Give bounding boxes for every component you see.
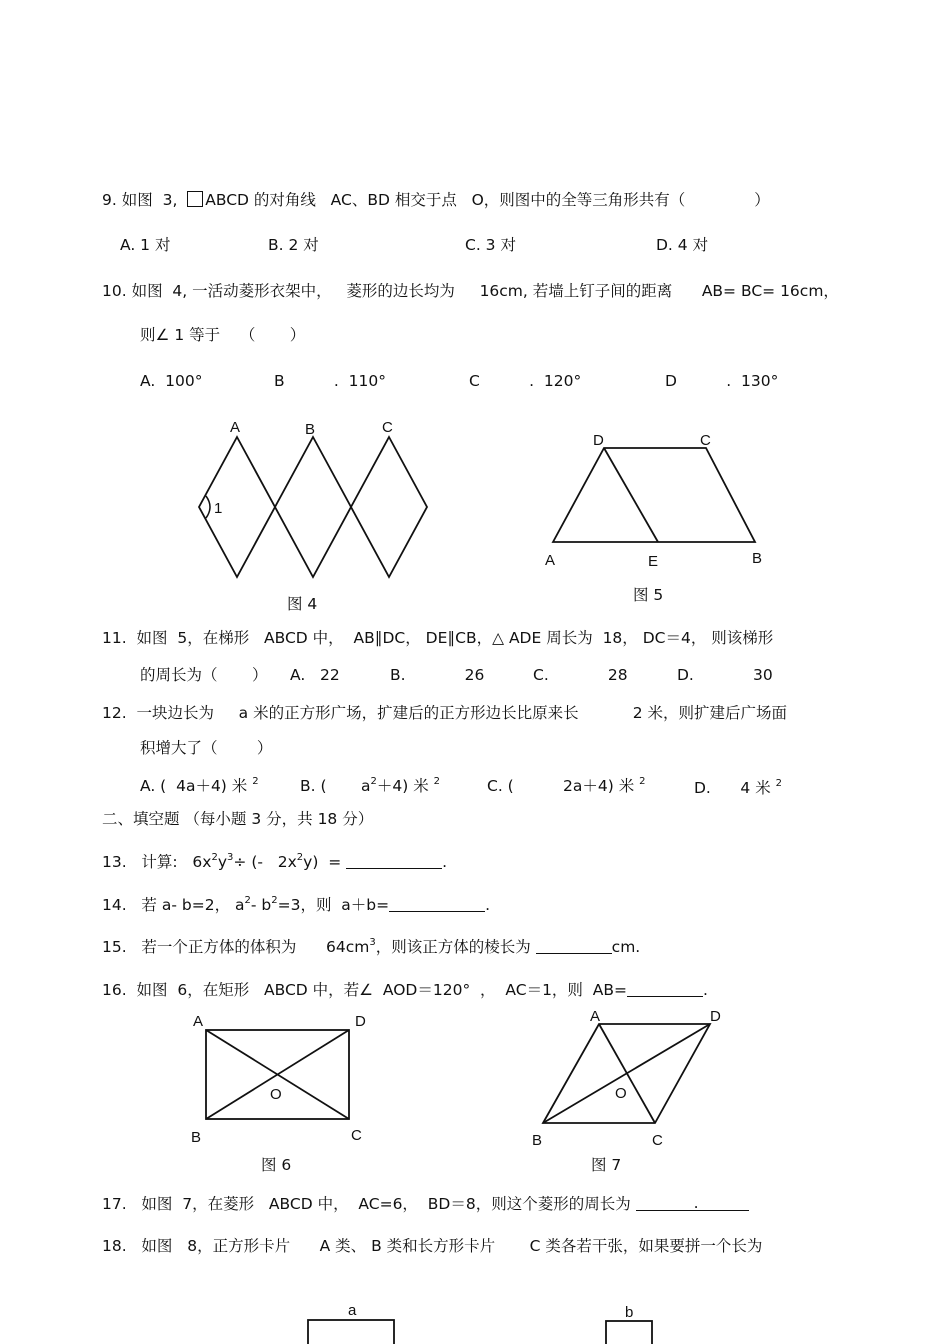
question-11-option-b: B. 26 — [390, 666, 485, 684]
question-9-option-a: A. 1 对 — [120, 236, 171, 254]
question-10-option-b: B . 110° — [274, 372, 387, 390]
label-d: D — [710, 1008, 721, 1025]
label-c: C — [351, 1127, 362, 1144]
card-a — [308, 1320, 394, 1344]
rhombus-2 — [275, 437, 351, 577]
segment-de — [604, 448, 658, 542]
question-18: 18. 如图 8，正方形卡片 A 类、 B 类和长方形卡片 C 类各若干张，如果要拼一个长为 — [102, 1237, 763, 1255]
diagonal-bd — [543, 1024, 710, 1123]
question-10-line-1: 10. 如图 4, 一活动菱形衣架中， 菱形的边长均为 16cm, 若墙上钉子间的距离 AB= BC= 16cm， — [102, 282, 839, 300]
figure-4-diagram — [190, 410, 440, 590]
question-12-line-1: 12. 一块边长为 a 米的正方形广场，扩建后的正方形边长比原来长 2 米，则扩建后广场面 — [102, 704, 788, 722]
answer-blank-17[interactable]: . — [636, 1195, 749, 1211]
answer-blank-16[interactable] — [627, 981, 703, 997]
answer-blank-15[interactable] — [536, 938, 612, 954]
question-15: 15. 若一个正方体的体积为 $64cm^3$，则该正方体的棱长为 cm. — [102, 937, 641, 956]
question-12-option-a: A. ( 4a＋4) 米 $^2$ — [140, 776, 259, 795]
question-10-option-d: D . 130° — [665, 372, 779, 390]
figure-7-diagram — [528, 1005, 738, 1150]
card-b — [606, 1321, 652, 1344]
figure-7-caption: 图 7 — [591, 1156, 622, 1174]
question-10-option-c: C . 120° — [469, 372, 582, 390]
label-b: B — [305, 421, 316, 438]
figure-5-caption: 图 5 — [633, 586, 664, 604]
rhombus-3 — [351, 437, 427, 577]
question-10-line-2: 则∠ 1 等于 （ ） — [140, 326, 306, 344]
answer-blank-13[interactable] — [346, 853, 442, 869]
question-16: 16. 如图 6，在矩形 ABCD 中，若∠ AOD＝120° ， AC＝1，则 AB= . — [102, 981, 708, 999]
question-9: 9. 如图 3, ABCD 的对角线 AC、BD 相交于点 O，则图中的全等三角形共有（ ） — [102, 191, 770, 209]
label-d: D — [593, 432, 604, 449]
label-o: O — [270, 1086, 282, 1103]
question-12-option-c: C. ( 2a＋4) 米 $^2$ — [487, 776, 646, 795]
label-b: B — [191, 1129, 202, 1146]
answer-blank-14[interactable] — [389, 896, 485, 912]
question-11-line-2: 的周长为（ ） — [140, 666, 268, 684]
label-b: b — [625, 1304, 634, 1321]
question-12-line-2: 积增大了（ ） — [140, 739, 273, 757]
figure-4-caption: 图 4 — [287, 595, 318, 613]
angle-1-arc — [206, 496, 210, 518]
question-12-option-b: B. ( $a^2+4$) 米 $^2$ — [300, 776, 441, 795]
figure-6-caption: 图 6 — [261, 1156, 292, 1174]
label-b: B — [532, 1132, 543, 1149]
question-9-option-b: B. 2 对 — [268, 236, 319, 254]
question-13: 13. 计算: $6x^2y^3\div$ (- $2x^2y$) = . — [102, 852, 448, 871]
figure-8-diagram — [300, 1298, 660, 1344]
label-a: a — [348, 1302, 357, 1319]
question-9-option-c: C. 3 对 — [465, 236, 516, 254]
label-a: A — [545, 552, 556, 569]
question-9-option-d: D. 4 对 — [656, 236, 709, 254]
question-11-option-d: D. 30 — [677, 666, 773, 684]
label-c: C — [382, 419, 393, 436]
label-a: A — [230, 419, 241, 436]
label-a: A — [193, 1013, 204, 1030]
figure-5-diagram — [540, 425, 780, 575]
label-angle-1: 1 — [214, 500, 223, 517]
question-12-option-d: D. 4 米 $^2$ — [694, 778, 783, 797]
label-c: C — [652, 1132, 663, 1149]
question-10-option-a: A. 100° — [140, 372, 203, 390]
question-14: 14. 若 a- b=2， $a^2-$ $b^2=3$，则 a＋b= . — [102, 895, 491, 914]
label-a: A — [590, 1008, 601, 1025]
question-11-line-1: 11. 如图 5，在梯形 ABCD 中， AB∥DC， DE∥CB，△ ADE 周长为 18， DC＝4， 则该梯形 — [102, 629, 774, 647]
label-o: O — [615, 1085, 627, 1102]
section-2-heading: 二、填空题 （每小题 3 分，共 18 分） — [102, 810, 374, 828]
question-17: 17. 如图 7，在菱形 ABCD 中， AC=6， BD＝8，则这个菱形的周长为 . — [102, 1194, 749, 1214]
label-d: D — [355, 1013, 366, 1030]
question-11-option-c: C. 28 — [533, 666, 628, 684]
trapezoid-abcd — [553, 448, 755, 542]
label-c: C — [700, 432, 711, 449]
label-b: B — [752, 550, 763, 567]
figure-6-diagram — [185, 1008, 375, 1148]
parallelogram-symbol-icon — [187, 191, 203, 207]
label-e: E — [648, 553, 659, 570]
question-11-option-a: A. 22 — [290, 666, 340, 684]
